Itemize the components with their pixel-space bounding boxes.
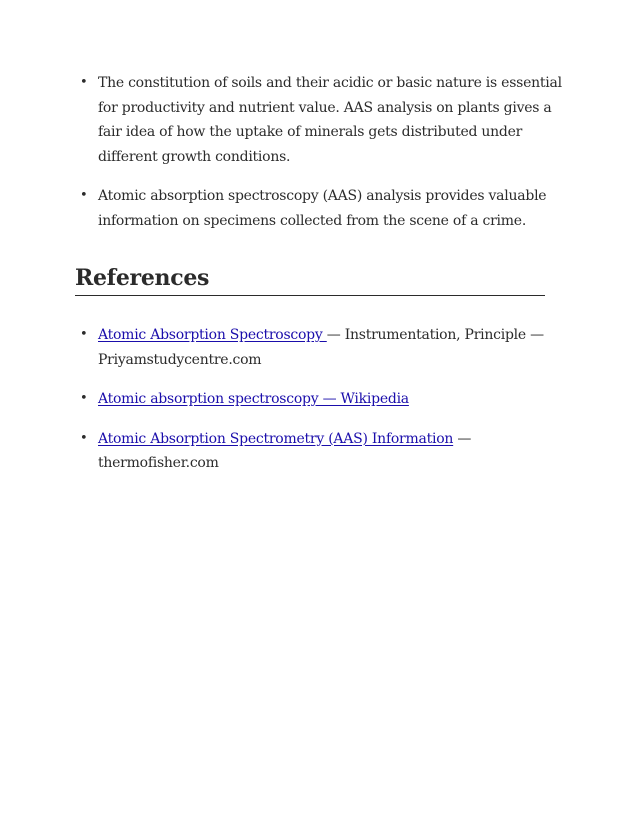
list-item-text: The constitution of soils and their acidic or basic nature is essential for productivity and nutrient value. AAS analysis on plants gives a fair idea of how the uptake of minerals gets distributed under different growth conditions. xyxy=(98,75,562,165)
list-item xyxy=(76,184,566,233)
list-item xyxy=(76,71,566,169)
bullet-icon: • xyxy=(80,327,88,342)
reference-item xyxy=(76,323,546,372)
reference-link-wikipedia[interactable]: Atomic absorption spectroscopy — Wikipedia xyxy=(98,391,409,407)
reference-suffix: — thermofisher.com xyxy=(98,430,472,471)
references-heading: References xyxy=(75,264,545,296)
reference-suffix: — Instrumentation, Principle — Priyamstudycentre.com xyxy=(98,327,544,368)
applications-bullet-list xyxy=(76,71,566,233)
reference-item xyxy=(76,387,546,412)
bullet-icon: • xyxy=(80,391,88,406)
reference-link-priyamstudycentre[interactable]: Atomic Absorption Spectroscopy xyxy=(98,327,327,343)
bullet-icon: • xyxy=(80,430,88,446)
bullet-icon: • xyxy=(80,188,88,203)
reference-link-thermofisher[interactable]: Atomic Absorption Spectrometry (AAS) Information xyxy=(98,430,454,447)
bullet-icon: • xyxy=(80,75,88,90)
references-list xyxy=(76,323,546,476)
list-item-text: Atomic absorption spectroscopy (AAS) analysis provides valuable information on specimens collected from the scene of a crime. xyxy=(98,188,547,229)
reference-item xyxy=(76,427,546,476)
